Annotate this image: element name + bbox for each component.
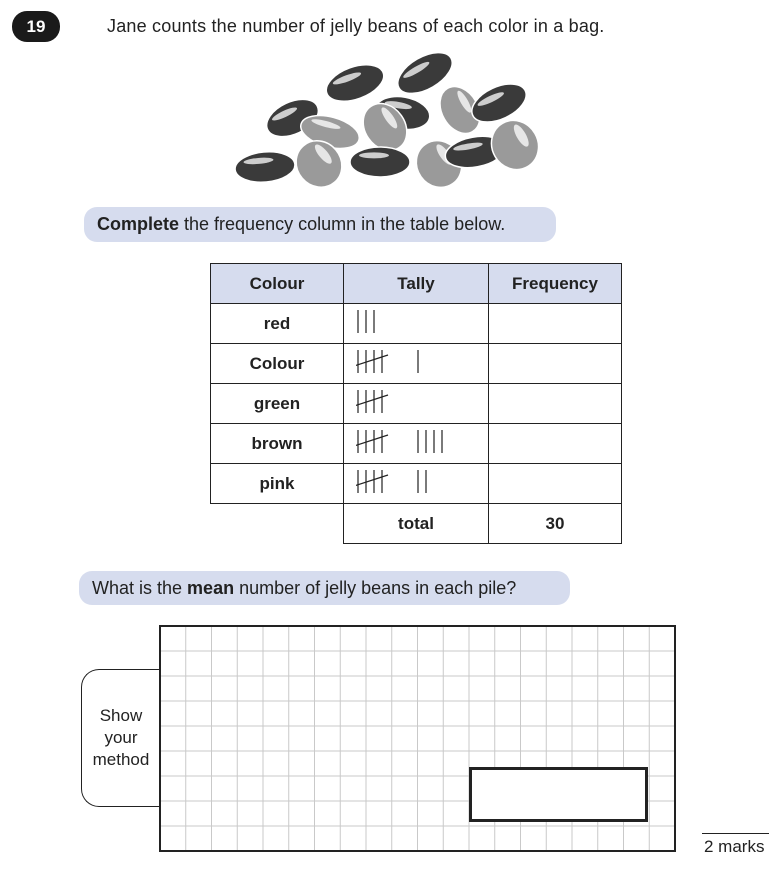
row-tally-marks: [344, 424, 489, 464]
tally-icon: [356, 426, 466, 456]
instruction-bold: Complete: [97, 214, 180, 234]
row-tally-marks: [344, 344, 489, 384]
row-frequency-input[interactable]: [489, 464, 622, 504]
row-frequency-input[interactable]: [489, 384, 622, 424]
instruction-mean: [79, 571, 570, 605]
total-value: 30: [489, 504, 622, 544]
tally-icon: [356, 346, 466, 376]
total-label: total: [344, 504, 489, 544]
tally-icon: [356, 386, 466, 416]
method-line-2: your: [104, 728, 138, 747]
method-line-1: Show: [99, 706, 143, 725]
tally-icon: [356, 466, 466, 496]
row-tally-marks: [344, 384, 489, 424]
tally-icon: [356, 306, 466, 336]
table-row: [211, 384, 622, 424]
marks-line: [702, 833, 769, 834]
table-row: [211, 304, 622, 344]
row-tally-marks: [344, 304, 489, 344]
marks-label: 2 marks: [704, 837, 765, 856]
answer-box[interactable]: [469, 767, 648, 822]
method-line-3: method: [92, 750, 150, 769]
header-colour: Colour: [211, 264, 344, 304]
instruction-rest: the frequency column in the table below.: [179, 214, 506, 234]
instruction-complete: [84, 207, 556, 242]
instruction2-before: What is the: [92, 577, 188, 598]
row-colour-label: green: [211, 384, 344, 424]
row-tally-marks: [344, 464, 489, 504]
header-tally: Tally: [344, 264, 489, 304]
instruction2-bold: mean: [187, 577, 235, 598]
table-row: [211, 344, 622, 384]
frequency-table: [210, 263, 622, 544]
table-total-row: [211, 504, 622, 544]
header-frequency: Frequency: [489, 264, 622, 304]
total-blank-cell: [211, 504, 344, 544]
row-colour-label: Colour: [211, 344, 344, 384]
row-colour-label: red: [211, 304, 344, 344]
question-intro: Jane counts the number of jelly beans of each color in a bag.: [107, 16, 605, 36]
question-number: 19: [12, 11, 60, 42]
show-method-tab: [81, 669, 160, 807]
table-row: [211, 464, 622, 504]
jelly-beans-illustration: [225, 52, 555, 192]
row-frequency-input[interactable]: [489, 344, 622, 384]
table-row: [211, 424, 622, 464]
row-colour-label: brown: [211, 424, 344, 464]
instruction2-after: number of jelly beans in each pile?: [234, 577, 517, 598]
table-header-row: [211, 264, 622, 304]
row-frequency-input[interactable]: [489, 424, 622, 464]
row-colour-label: pink: [211, 464, 344, 504]
row-frequency-input[interactable]: [489, 304, 622, 344]
